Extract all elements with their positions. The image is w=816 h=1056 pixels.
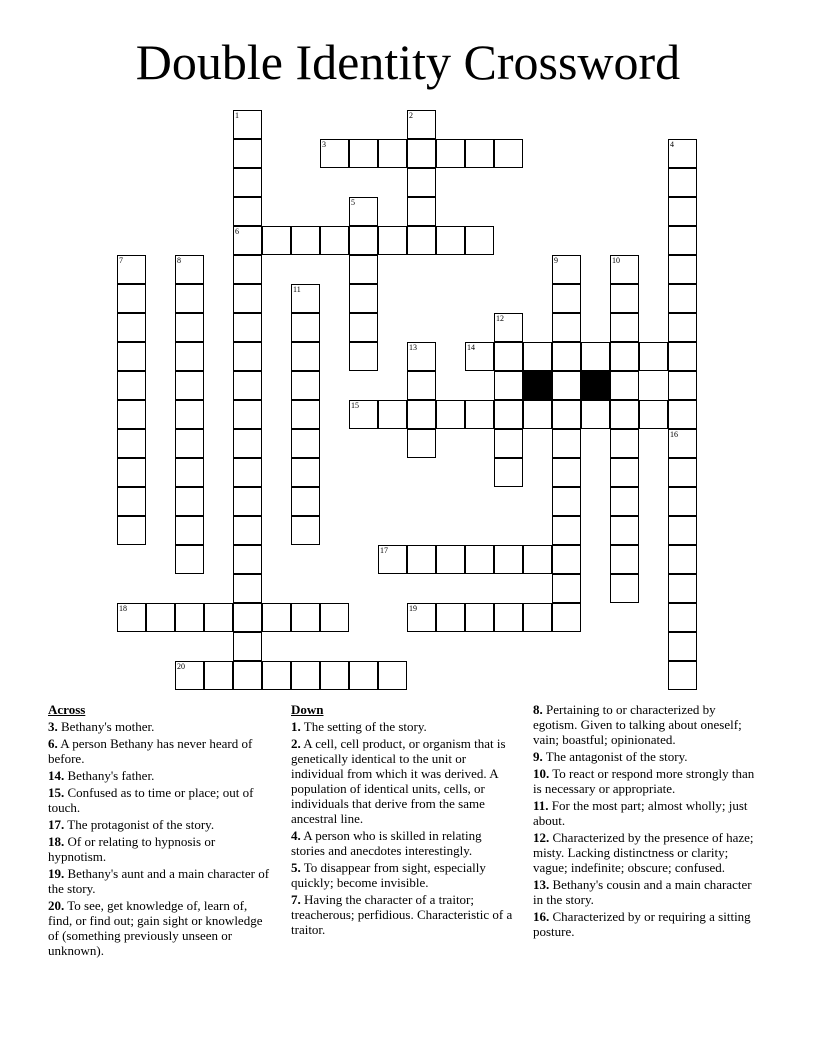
down-clue-7: 7. Having the character of a traitor; treacherous; perfidious. Characteristic of a traitor.	[291, 892, 513, 937]
clue-number: 4	[670, 140, 674, 149]
grid-cell[interactable]	[436, 603, 465, 632]
grid-cell[interactable]	[465, 139, 494, 168]
grid-cell[interactable]	[610, 371, 639, 400]
down-clue-12: 12. Characterized by the presence of haze; misty. Lacking distinctness or clarity; vague; indefinite; obscure; confused.	[533, 830, 754, 875]
grid-cell[interactable]	[146, 603, 175, 632]
grid-cell[interactable]	[552, 371, 581, 400]
grid-cell[interactable]	[610, 516, 639, 545]
grid-cell[interactable]	[668, 632, 697, 661]
grid-cell[interactable]	[494, 400, 523, 429]
clue-number: 15	[351, 401, 359, 410]
down-clue-13: 13. Bethany's cousin and a main character in the story.	[533, 877, 752, 907]
clue-label: 3.	[48, 719, 58, 734]
grid-cell[interactable]	[668, 574, 697, 603]
grid-cell[interactable]	[175, 371, 204, 400]
clue-label: 4.	[291, 828, 301, 843]
grid-cell[interactable]	[349, 661, 378, 690]
grid-cell[interactable]	[465, 603, 494, 632]
grid-cell[interactable]	[668, 371, 697, 400]
grid-cell[interactable]	[233, 661, 262, 690]
grid-cell[interactable]	[175, 661, 204, 690]
grid-cell[interactable]	[291, 400, 320, 429]
grid-cell[interactable]	[610, 487, 639, 516]
grid-cell[interactable]	[233, 632, 262, 661]
down-clue-4: 4. A person who is skilled in relating stories and anecdotes interestingly.	[291, 828, 482, 858]
grid-cell[interactable]	[175, 400, 204, 429]
grid-cell[interactable]	[465, 226, 494, 255]
clue-label: 13.	[533, 877, 550, 892]
clue-label: 8.	[533, 702, 543, 717]
clue-number: 11	[293, 285, 301, 294]
grid-cell[interactable]	[668, 545, 697, 574]
page-title: Double Identity Crossword	[135, 34, 681, 90]
grid-cell[interactable]	[291, 429, 320, 458]
grid-cell[interactable]	[378, 661, 407, 690]
grid-cell[interactable]	[233, 371, 262, 400]
grid-cell[interactable]	[175, 342, 204, 371]
grid-cell[interactable]	[552, 429, 581, 458]
grid-cell[interactable]	[494, 429, 523, 458]
grid-cell[interactable]	[349, 342, 378, 371]
down-clue-1: 1. The setting of the story.	[291, 719, 427, 734]
grid-cell[interactable]	[291, 603, 320, 632]
clue-number: 13	[409, 343, 417, 352]
grid-cell[interactable]	[320, 661, 349, 690]
grid-cell[interactable]	[581, 342, 610, 371]
grid-cell[interactable]	[407, 603, 436, 632]
grid-cell[interactable]	[117, 487, 146, 516]
grid-cell[interactable]	[233, 226, 262, 255]
clue-label: 14.	[48, 768, 65, 783]
grid-cell[interactable]	[233, 255, 262, 284]
grid-cell[interactable]	[465, 342, 494, 371]
grid-cell[interactable]	[436, 139, 465, 168]
grid-cell[interactable]	[233, 574, 262, 603]
clue-number: 14	[467, 343, 475, 352]
grid-cell[interactable]	[349, 255, 378, 284]
grid-cell[interactable]	[610, 458, 639, 487]
clue-number: 19	[409, 604, 417, 613]
down-clue-16: 16. Characterized by or requiring a sitting posture.	[533, 909, 751, 939]
across-clue-3: 3. Bethany's mother.	[48, 719, 155, 734]
grid-cell[interactable]	[552, 487, 581, 516]
clue-label: 10.	[533, 766, 550, 781]
grid-block	[523, 371, 552, 400]
grid-cell[interactable]	[407, 226, 436, 255]
grid-cell[interactable]	[668, 603, 697, 632]
grid-cell[interactable]	[552, 458, 581, 487]
clue-number: 9	[554, 256, 558, 265]
grid-cell[interactable]	[175, 545, 204, 574]
grid-cell[interactable]	[175, 284, 204, 313]
clue-label: 16.	[533, 909, 550, 924]
grid-cell[interactable]	[407, 139, 436, 168]
grid-cell[interactable]	[494, 603, 523, 632]
clue-label: 12.	[533, 830, 550, 845]
grid-cell[interactable]	[378, 226, 407, 255]
clue-label: 6.	[48, 736, 58, 751]
grid-cell[interactable]	[494, 313, 523, 342]
grid-cell[interactable]	[233, 139, 262, 168]
grid-cell[interactable]	[668, 516, 697, 545]
grid-cell[interactable]	[407, 197, 436, 226]
across-clue-18: 18. Of or relating to hypnosis or hypnotism.	[48, 834, 216, 864]
grid-cell[interactable]	[175, 516, 204, 545]
down-clue-10: 10. To react or respond more strongly than is necessary or appropriate.	[533, 766, 755, 796]
grid-cell[interactable]	[494, 371, 523, 400]
grid-cell[interactable]	[320, 139, 349, 168]
grid-cell[interactable]	[552, 603, 581, 632]
clue-label: 5.	[291, 860, 301, 875]
grid-cell[interactable]	[668, 400, 697, 429]
grid-cell[interactable]	[233, 110, 262, 139]
grid-cell[interactable]	[668, 458, 697, 487]
grid-cell[interactable]	[204, 661, 233, 690]
grid-cell[interactable]	[552, 255, 581, 284]
grid-cell[interactable]	[610, 313, 639, 342]
grid-cell[interactable]	[436, 545, 465, 574]
grid-cell[interactable]	[668, 342, 697, 371]
grid-cell[interactable]	[291, 458, 320, 487]
grid-cell[interactable]	[349, 139, 378, 168]
down-clue-9: 9. The antagonist of the story.	[533, 749, 688, 764]
grid-cell[interactable]	[610, 545, 639, 574]
grid-cell[interactable]	[175, 487, 204, 516]
grid-cell[interactable]	[407, 429, 436, 458]
grid-cell[interactable]	[523, 342, 552, 371]
clue-number: 1	[235, 111, 239, 120]
grid-cell[interactable]	[668, 487, 697, 516]
grid-cell[interactable]	[233, 400, 262, 429]
grid-cell[interactable]	[610, 284, 639, 313]
clue-number: 2	[409, 111, 413, 120]
clue-number: 10	[612, 256, 620, 265]
grid-cell[interactable]	[233, 545, 262, 574]
grid-cell[interactable]	[523, 545, 552, 574]
grid-cell[interactable]	[175, 458, 204, 487]
clue-label: 9.	[533, 749, 543, 764]
grid-cell[interactable]	[610, 255, 639, 284]
down-clues	[291, 702, 517, 939]
grid-cell[interactable]	[668, 139, 697, 168]
grid-cell[interactable]	[436, 226, 465, 255]
clue-label: 7.	[291, 892, 301, 907]
grid-cell[interactable]	[668, 255, 697, 284]
grid-cell[interactable]	[378, 400, 407, 429]
grid-cell[interactable]	[668, 284, 697, 313]
grid-cell[interactable]	[291, 661, 320, 690]
clue-number: 7	[119, 256, 123, 265]
clue-number: 5	[351, 198, 355, 207]
grid-cell[interactable]	[668, 226, 697, 255]
grid-cell[interactable]	[552, 313, 581, 342]
grid-cell[interactable]	[175, 313, 204, 342]
grid-cell[interactable]	[117, 516, 146, 545]
grid-cell[interactable]	[552, 342, 581, 371]
across-clue-19: 19. Bethany's aunt and a main character of the story.	[48, 866, 270, 896]
grid-cell[interactable]	[378, 545, 407, 574]
grid-cell[interactable]	[610, 429, 639, 458]
grid-cell[interactable]	[117, 400, 146, 429]
grid-cell[interactable]	[523, 603, 552, 632]
down-clue-2: 2. A cell, cell product, or organism that is genetically identical to the unit or individual from which it was derived. A population of identical units, cells, or individuals that derive from the same ancestral line.	[291, 736, 506, 826]
grid-cell[interactable]	[668, 661, 697, 690]
grid-cell[interactable]	[552, 400, 581, 429]
grid-cell[interactable]	[668, 168, 697, 197]
grid-cell[interactable]	[320, 603, 349, 632]
grid-cell[interactable]	[291, 226, 320, 255]
grid-cell[interactable]	[436, 400, 465, 429]
clue-number: 17	[380, 546, 388, 555]
grid-cell[interactable]	[117, 603, 146, 632]
grid-cell[interactable]	[610, 574, 639, 603]
grid-cell[interactable]	[639, 400, 668, 429]
grid-cell[interactable]	[610, 400, 639, 429]
grid-cell[interactable]	[233, 168, 262, 197]
grid-cell[interactable]	[349, 226, 378, 255]
clue-number: 20	[177, 662, 185, 671]
grid-cell[interactable]	[233, 197, 262, 226]
grid-cell[interactable]	[668, 197, 697, 226]
across-heading: Across	[48, 702, 86, 717]
grid-cell[interactable]	[233, 429, 262, 458]
grid-cell[interactable]	[407, 342, 436, 371]
grid-cell[interactable]	[349, 313, 378, 342]
grid-block	[581, 371, 610, 400]
grid-cell[interactable]	[117, 458, 146, 487]
grid-cell[interactable]	[349, 284, 378, 313]
across-clues	[48, 702, 270, 960]
grid-cell[interactable]	[175, 429, 204, 458]
grid-cell[interactable]	[668, 429, 697, 458]
grid-cell[interactable]	[175, 255, 204, 284]
down-clue-5: 5. To disappear from sight, especially quickly; become invisible.	[291, 860, 486, 890]
grid-cell[interactable]	[291, 516, 320, 545]
grid-cell[interactable]	[465, 545, 494, 574]
grid-cell[interactable]	[233, 458, 262, 487]
grid-cell[interactable]	[262, 226, 291, 255]
clue-label: 20.	[48, 898, 65, 913]
clue-number: 18	[119, 604, 127, 613]
clue-number: 6	[235, 227, 239, 236]
grid-cell[interactable]	[639, 342, 668, 371]
clue-label: 11.	[533, 798, 549, 813]
down-clues-continued	[533, 702, 761, 941]
clue-label: 2.	[291, 736, 301, 751]
clue-label: 18.	[48, 834, 65, 849]
grid-cell[interactable]	[117, 255, 146, 284]
clue-label: 15.	[48, 785, 65, 800]
across-clue-14: 14. Bethany's father.	[48, 768, 155, 783]
grid-cell[interactable]	[117, 284, 146, 313]
across-clue-17: 17. The protagonist of the story.	[48, 817, 215, 832]
grid-cell[interactable]	[407, 371, 436, 400]
grid-cell[interactable]	[465, 400, 494, 429]
grid-cell[interactable]	[407, 545, 436, 574]
grid-cell[interactable]	[523, 400, 552, 429]
grid-cell[interactable]	[494, 458, 523, 487]
clue-label: 1.	[291, 719, 301, 734]
grid-cell[interactable]	[581, 400, 610, 429]
grid-cell[interactable]	[233, 342, 262, 371]
grid-cell[interactable]	[494, 545, 523, 574]
grid-cell[interactable]	[233, 603, 262, 632]
grid-cell[interactable]	[610, 342, 639, 371]
grid-cell[interactable]	[494, 139, 523, 168]
grid-cell[interactable]	[117, 342, 146, 371]
clue-number: 8	[177, 256, 181, 265]
grid-cell[interactable]	[668, 313, 697, 342]
grid-cell[interactable]	[291, 313, 320, 342]
clue-label: 19.	[48, 866, 65, 881]
grid-cell[interactable]	[349, 197, 378, 226]
across-clue-6: 6. A person Bethany has never heard of before.	[48, 736, 253, 766]
grid-cell[interactable]	[233, 284, 262, 313]
grid-cell[interactable]	[233, 516, 262, 545]
clue-number: 3	[322, 140, 326, 149]
grid-cell[interactable]	[552, 545, 581, 574]
grid-cell[interactable]	[407, 400, 436, 429]
grid-cell[interactable]	[233, 487, 262, 516]
grid-cell[interactable]	[407, 168, 436, 197]
grid-cell[interactable]	[262, 661, 291, 690]
grid-cell[interactable]	[320, 226, 349, 255]
clue-number: 16	[670, 430, 678, 439]
grid-cell[interactable]	[291, 342, 320, 371]
clue-label: 17.	[48, 817, 65, 832]
across-clue-20: 20. To see, get knowledge of, learn of, find, or find out; gain sight or knowledge of (something previously unseen or unknown).	[48, 898, 263, 958]
grid-cell[interactable]	[494, 342, 523, 371]
grid-cell[interactable]	[349, 400, 378, 429]
grid-cell[interactable]	[117, 371, 146, 400]
grid-cell[interactable]	[117, 429, 146, 458]
grid-cell[interactable]	[262, 603, 291, 632]
grid-cell[interactable]	[175, 603, 204, 632]
grid-cell[interactable]	[204, 603, 233, 632]
grid-cell[interactable]	[552, 516, 581, 545]
grid-cell[interactable]	[552, 574, 581, 603]
down-clue-8: 8. Pertaining to or characterized by egotism. Given to talking about oneself; vain; boastful; opinionated.	[533, 702, 742, 747]
down-clue-11: 11. For the most part; almost wholly; just about.	[533, 798, 748, 828]
grid-cell[interactable]	[291, 487, 320, 516]
grid-cell[interactable]	[378, 139, 407, 168]
clue-number: 12	[496, 314, 504, 323]
down-heading: Down	[291, 702, 324, 717]
grid-cell[interactable]	[291, 371, 320, 400]
across-clue-15: 15. Confused as to time or place; out of touch.	[48, 785, 254, 815]
grid-cell[interactable]	[233, 313, 262, 342]
grid-cell[interactable]	[552, 284, 581, 313]
grid-cell[interactable]	[291, 284, 320, 313]
grid-cell[interactable]	[117, 313, 146, 342]
grid-cell[interactable]	[407, 110, 436, 139]
